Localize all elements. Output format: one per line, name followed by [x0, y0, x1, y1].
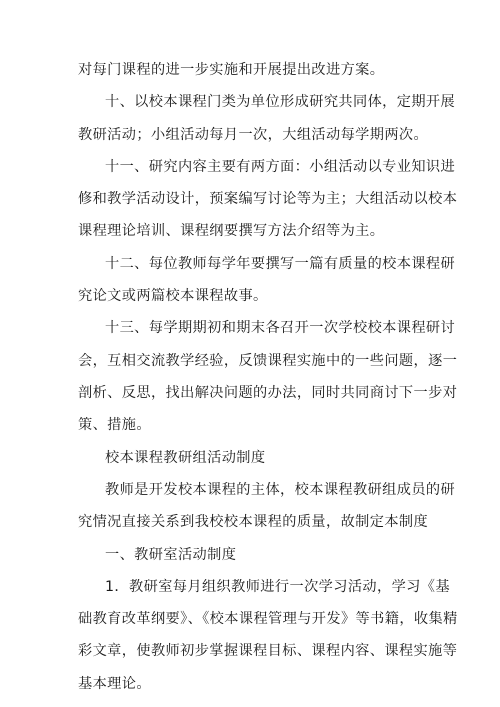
text-line: 对每门课程的进一步实施和开展提出改进方案。 [78, 62, 385, 78]
text-line: 教师是开发校本课程的主体，校本课程教研组成员的研 [105, 482, 456, 498]
text-line: 课程理论培训、课程纲要撰写方法介绍等为主。 [78, 223, 385, 239]
subsection-heading: 一、教研室活动制度 [105, 547, 237, 563]
text-line: 究情况直接关系到我校校本课程的质量，故制定本制度 [78, 514, 429, 530]
text-line: 十、以校本课程门类为单位形成研究共同体，定期开展 [105, 94, 456, 110]
text-line: 十三、每学期期初和期末各召开一次学校校本课程研讨 [105, 320, 456, 336]
text-line: 基本理论。 [78, 676, 151, 692]
text-line: 究论文或两篇校本课程故事。 [78, 288, 268, 304]
text-line: 教研活动；小组活动每月一次，大组活动每学期两次。 [78, 127, 429, 143]
text-line: 十一、研究内容主要有两方面：小组活动以专业知识进 [105, 159, 456, 175]
text-line: 修和教学活动设计，预案编写讨论等为主；大组活动以校本 [78, 191, 458, 207]
text-line: 础教育改革纲要》、《校本课程管理与开发》等书籍，收集精 [78, 611, 458, 627]
text-line: 1．教研室每月组织教师进行一次学习活动，学习《基 [105, 579, 450, 595]
text-line: 十二、每位教师每学年要撰写一篇有质量的校本课程研 [105, 256, 456, 272]
section-heading: 校本课程教研组活动制度 [105, 450, 266, 466]
text-line: 剖析、反思，找出解决问题的办法，同时共同商讨下一步对 [78, 385, 458, 401]
text-line: 彩文章，使教师初步掌握课程目标、课程内容、课程实施等 [78, 643, 458, 659]
text-line: 策、措施。 [78, 417, 151, 433]
text-line: 会，互相交流教学经验，反馈课程实施中的一些问题，逐一 [78, 353, 458, 369]
